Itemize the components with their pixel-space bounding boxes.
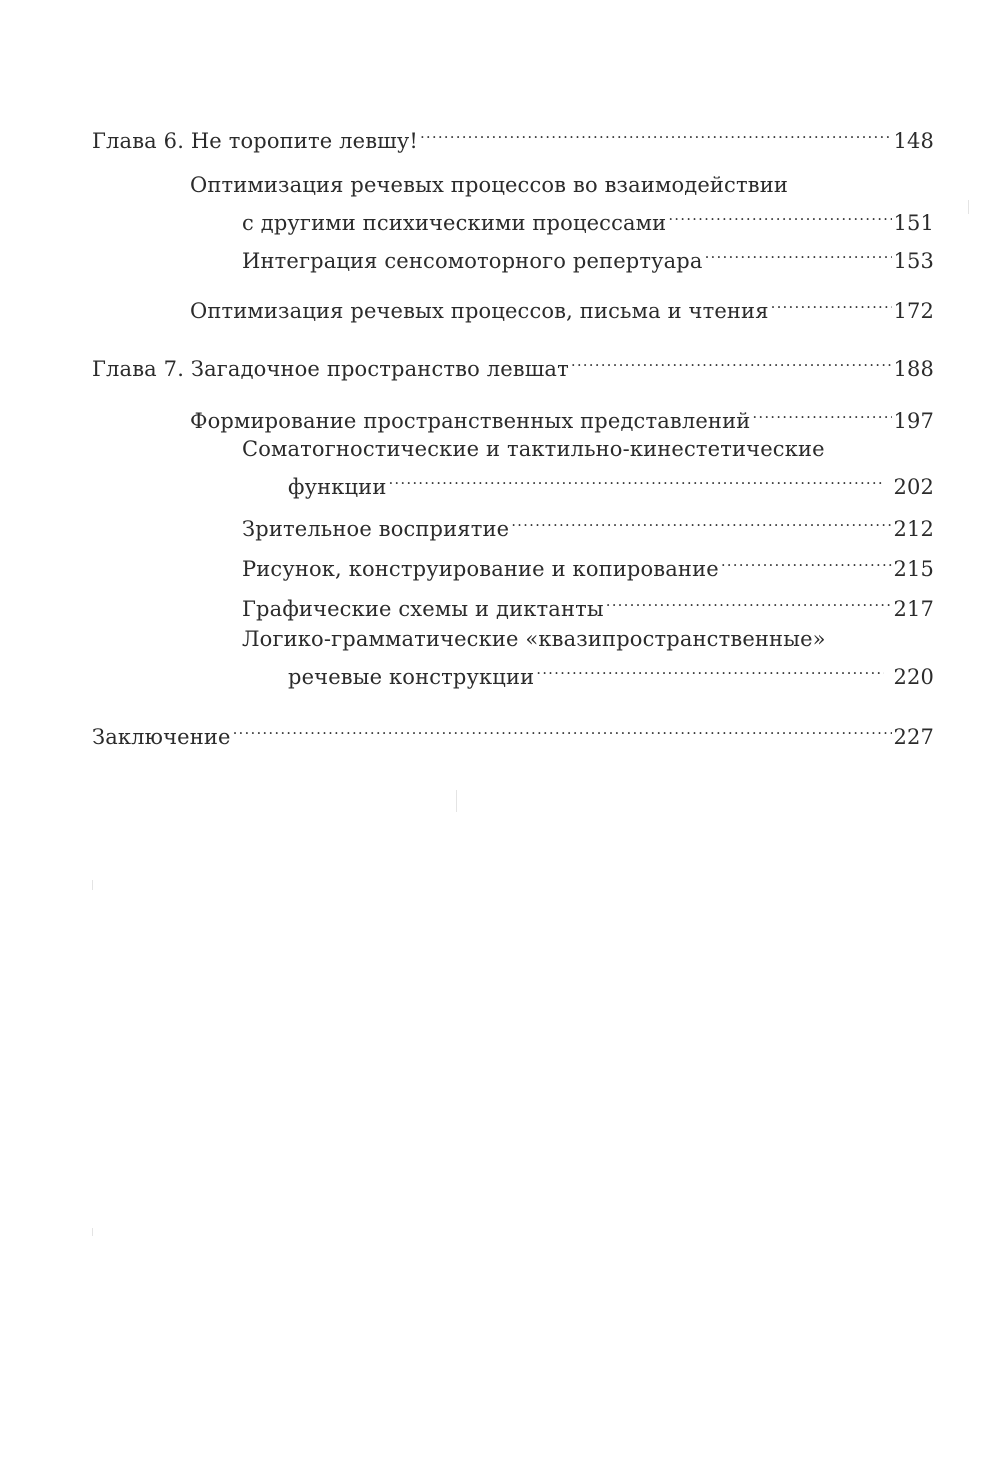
toc-entry-title: Интеграция сенсомоторного репертуара bbox=[242, 249, 703, 273]
scan-artifact bbox=[968, 200, 969, 214]
toc-entry-page: 188 bbox=[893, 357, 934, 381]
toc-entry-sensorimotor-integration[interactable] bbox=[242, 238, 934, 276]
toc-entry-title: Оптимизация речевых процессов, письма и чтения bbox=[190, 299, 769, 323]
toc-entry-speech-writing-reading[interactable] bbox=[190, 288, 934, 326]
scan-artifact bbox=[456, 790, 457, 812]
toc-entry-title-line2: функции bbox=[288, 475, 387, 499]
toc-entry-page: 215 bbox=[893, 557, 934, 581]
toc-entry-drawing-construction[interactable] bbox=[242, 546, 934, 584]
toc-entry-page: 212 bbox=[893, 517, 934, 541]
toc-entry-title: Зрительное восприятие bbox=[242, 517, 510, 541]
toc-entry-title: Глава 6. Не торопите левшу! bbox=[92, 129, 418, 153]
toc-entry-somatognostic-functions[interactable] bbox=[242, 434, 934, 502]
toc-entry-chapter-6[interactable] bbox=[92, 118, 934, 156]
scan-artifact bbox=[92, 1228, 93, 1236]
toc-entry-title: Графические схемы и диктанты bbox=[242, 597, 604, 621]
scan-artifact bbox=[92, 880, 93, 890]
toc-entry-title-line1: Оптимизация речевых процессов во взаимодействии bbox=[190, 173, 788, 197]
dot-leader bbox=[721, 546, 893, 576]
toc-entry-title-line1: Логико-грамматические «квазипространственные» bbox=[242, 627, 826, 651]
toc-entry-page: 153 bbox=[893, 249, 934, 273]
toc-entry-title-line2: речевые конструкции bbox=[288, 665, 535, 689]
toc-entry-conclusion[interactable] bbox=[92, 714, 934, 752]
toc-entry-title: Заключение bbox=[92, 725, 231, 749]
toc-entry-chapter-7[interactable] bbox=[92, 346, 934, 384]
dot-leader bbox=[420, 118, 893, 148]
dot-leader bbox=[233, 714, 893, 744]
dot-leader bbox=[606, 586, 893, 616]
dot-leader bbox=[752, 398, 892, 428]
dot-leader bbox=[771, 288, 893, 318]
toc-entry-page: 148 bbox=[893, 129, 934, 153]
toc-entry-visual-perception[interactable] bbox=[242, 506, 934, 544]
toc-entry-title-line2: с другими психическими процессами bbox=[242, 211, 667, 235]
toc-entry-page: 202 bbox=[893, 475, 934, 499]
toc-entry-graphic-schemes[interactable] bbox=[242, 586, 934, 624]
toc-entry-speech-optimization-interaction[interactable] bbox=[190, 170, 934, 238]
toc-entry-page: 197 bbox=[893, 409, 934, 433]
toc-entry-title: Формирование пространственных представлений bbox=[190, 409, 751, 433]
toc-entry-page: 227 bbox=[893, 725, 934, 749]
toc-entry-page: 217 bbox=[893, 597, 934, 621]
dot-leader bbox=[388, 464, 884, 494]
toc-entry-title: Глава 7. Загадочное пространство левшат bbox=[92, 357, 569, 381]
dot-leader bbox=[571, 346, 893, 376]
toc-entry-spatial-representations[interactable] bbox=[190, 398, 934, 436]
toc-entry-page: 151 bbox=[893, 211, 934, 235]
toc-entry-title: Рисунок, конструирование и копирование bbox=[242, 557, 719, 581]
toc-entry-page: 220 bbox=[893, 665, 934, 689]
dot-leader bbox=[705, 238, 893, 268]
dot-leader bbox=[668, 200, 892, 230]
toc-entry-logico-grammatical[interactable] bbox=[242, 624, 934, 692]
toc-entry-page: 172 bbox=[893, 299, 934, 323]
dot-leader bbox=[536, 654, 884, 684]
dot-leader bbox=[511, 506, 892, 536]
toc-entry-title-line1: Соматогностические и тактильно-кинестетические bbox=[242, 437, 825, 461]
